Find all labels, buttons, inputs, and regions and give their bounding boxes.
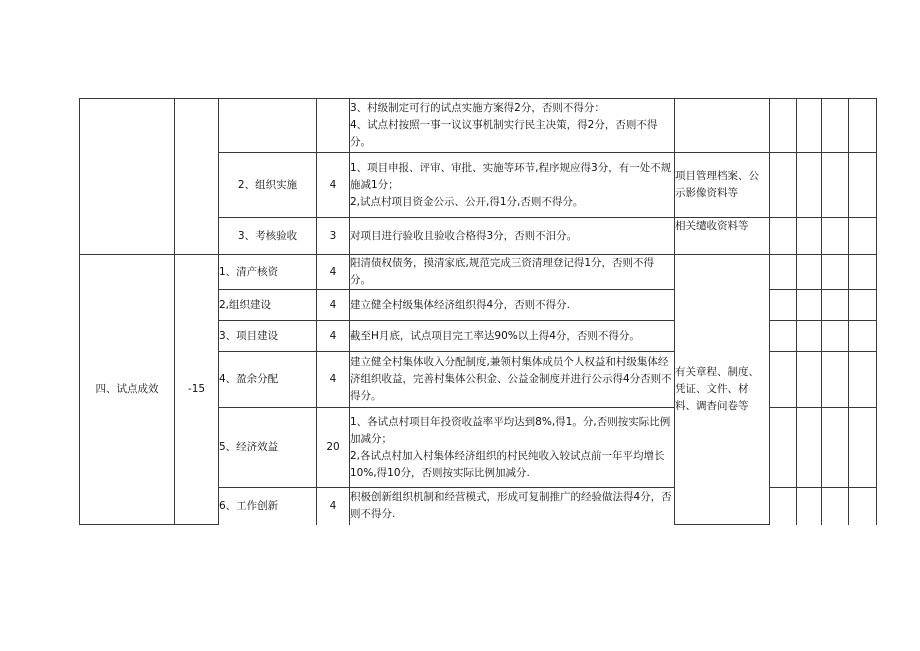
- item-cell: [219, 99, 317, 153]
- blank-cell: [849, 153, 877, 218]
- score-cell: [317, 99, 350, 153]
- criteria-cell: 阳清债权债务，摸清家底,规范完成三资清理登记得1分，否则不得分。: [350, 255, 675, 290]
- blank-cell: [770, 255, 797, 290]
- section-name-cell: 四、试点成效: [80, 255, 175, 525]
- blank-cell: [770, 321, 797, 352]
- item-cell: 5、经济效益: [219, 408, 317, 488]
- criteria-cell: 3、村级制定可行的试点实施方案得2分，否则不得分： 4、试点村按照一事一议议事机制实行民主决策，得2分，否则不得分。: [350, 99, 675, 153]
- blank-cell: [849, 408, 877, 488]
- item-cell: 2,组织建设: [219, 290, 317, 321]
- blank-cell: [770, 408, 797, 488]
- blank-cell: [770, 218, 797, 255]
- blank-cell: [797, 352, 822, 408]
- score-cell: 4: [317, 255, 350, 290]
- item-cell: 3、项目建设: [219, 321, 317, 352]
- blank-cell: [822, 321, 849, 352]
- score-cell: 4: [317, 488, 350, 525]
- blank-cell: [822, 218, 849, 255]
- criteria-cell: 建立健全村级集体经济组织得4分，否则不得分.: [350, 290, 675, 321]
- section-weight-cell: -15: [175, 255, 219, 525]
- blank-cell: [822, 488, 849, 525]
- score-cell: 4: [317, 321, 350, 352]
- blank-cell: [822, 99, 849, 153]
- criteria-cell: 1、各试点村项目年投资收益率平均达到8%,得1。分,否则按实际比例加减分； 2,各试点村加入村集体经济组织的村民纯收入较试点前一年平均增长10%,得10分，否则按实际比例加减分.: [350, 408, 675, 488]
- blank-cell: [770, 488, 797, 525]
- score-cell: 4: [317, 352, 350, 408]
- blank-cell: [770, 153, 797, 218]
- table-row: [80, 99, 877, 153]
- blank-cell: [797, 488, 822, 525]
- blank-cell: [797, 321, 822, 352]
- blank-cell: [849, 255, 877, 290]
- criteria-cell: 对项目进行验收且验收合格得3分，否则不汨分。: [350, 218, 675, 255]
- blank-cell: [822, 255, 849, 290]
- item-cell: 2、组织实施: [219, 153, 317, 218]
- blank-cell: [797, 99, 822, 153]
- score-cell: 4: [317, 290, 350, 321]
- blank-cell: [849, 218, 877, 255]
- blank-cell: [770, 99, 797, 153]
- materials-cell: 有关章程、制度、凭证、文件、材料、调杳问卷等: [675, 255, 770, 525]
- blank-cell: [849, 352, 877, 408]
- criteria-cell: 积极创新组织机制和经营模式，形成可复制推广的经验做法得4分，否则不得分.: [350, 488, 675, 525]
- item-cell: 4、盈余分配: [219, 352, 317, 408]
- criteria-cell: 1、项目申报、评审、审批、实施等环节,程序规应得3分，有一处不规施减1分； 2,试点村项目资金公示、公开,得1分,否则不得分。: [350, 153, 675, 218]
- blank-cell: [822, 290, 849, 321]
- score-cell: 4: [317, 153, 350, 218]
- evaluation-table: [79, 98, 877, 525]
- blank-cell: [849, 99, 877, 153]
- blank-cell: [797, 218, 822, 255]
- blank-cell: [849, 321, 877, 352]
- item-cell: 3、考核验收: [219, 218, 317, 255]
- blank-cell: [797, 255, 822, 290]
- blank-cell: [849, 488, 877, 525]
- blank-cell: [822, 352, 849, 408]
- blank-cell: [797, 153, 822, 218]
- blank-cell: [822, 408, 849, 488]
- materials-cell: 相关缱收资料等: [675, 218, 770, 255]
- blank-cell: [849, 290, 877, 321]
- blank-cell: [770, 290, 797, 321]
- table-row: [80, 255, 877, 290]
- materials-cell: 项目管理档案、公示影像资料等: [675, 153, 770, 218]
- materials-cell: [675, 99, 770, 153]
- blank-cell: [797, 408, 822, 488]
- blank-cell: [797, 290, 822, 321]
- item-cell: 6、工作创新: [219, 488, 317, 525]
- blank-cell: [822, 153, 849, 218]
- score-cell: 3: [317, 218, 350, 255]
- score-cell: 20: [317, 408, 350, 488]
- blank-cell: [770, 352, 797, 408]
- criteria-cell: 建立健全村集体收入分配制度,兼领村集体成员个人权益和村级集体经济组织收益，完善村集体公积金、公益金制度并进行公示得4分否则不得分。: [350, 352, 675, 408]
- criteria-cell: 截至H月底，试点项目完工率达90%以上得4分，否则不得分。: [350, 321, 675, 352]
- section-cell: [80, 99, 175, 255]
- weight-cell: [175, 99, 219, 255]
- item-cell: 1、清产核资: [219, 255, 317, 290]
